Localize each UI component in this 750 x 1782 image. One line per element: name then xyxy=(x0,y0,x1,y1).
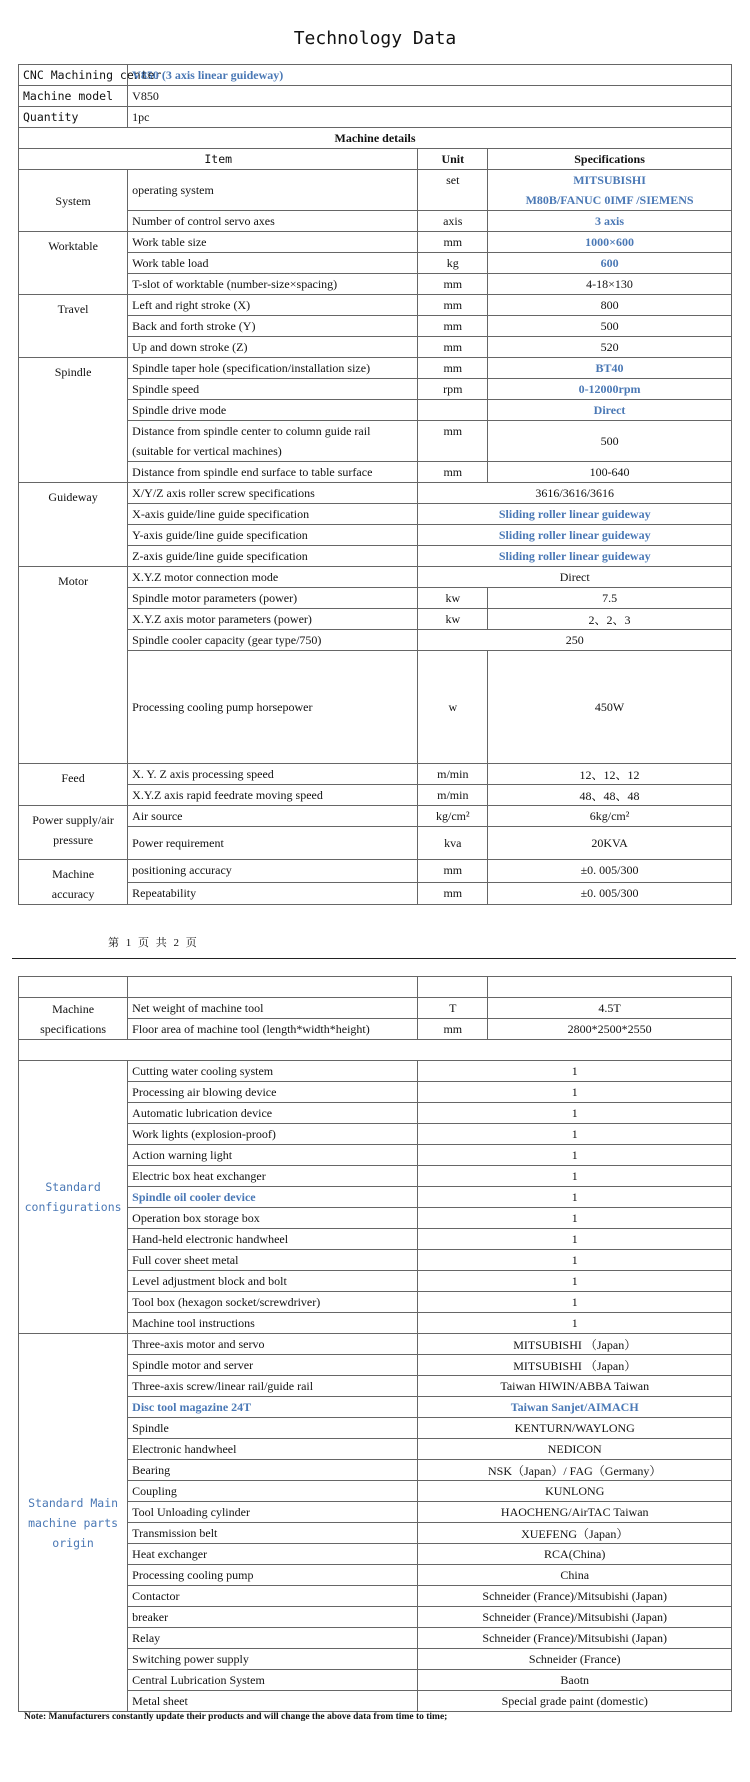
category-line: accuracy xyxy=(51,887,95,901)
spec-cell xyxy=(488,170,732,211)
category-label xyxy=(19,860,128,905)
table-row xyxy=(19,232,732,253)
blank-cell xyxy=(19,977,128,998)
table-row xyxy=(19,860,732,883)
item-cell: X. Y. Z axis processing speed xyxy=(128,764,418,785)
item-cell: Operation box storage box xyxy=(128,1208,418,1229)
origin-cell: China xyxy=(418,1565,732,1586)
origin-cell: Schneider (France)/Mitsubishi (Japan) xyxy=(418,1607,732,1628)
table-row xyxy=(19,358,732,379)
spec-cell: 520 xyxy=(488,337,732,358)
qty-cell: 1 xyxy=(418,1124,732,1145)
header-row xyxy=(19,65,732,86)
category-line: configurations xyxy=(24,1200,122,1214)
unit-cell: kw xyxy=(418,588,488,609)
blank-cell xyxy=(488,977,732,998)
blank-cell xyxy=(128,977,418,998)
item-cell: Power requirement xyxy=(128,827,418,860)
unit-cell: set xyxy=(418,170,488,211)
item-cell: Metal sheet xyxy=(128,1691,418,1712)
spec-cell: 4.5T xyxy=(488,998,732,1019)
unit-cell: mm xyxy=(418,462,488,483)
table-row xyxy=(19,806,732,827)
item-cell: Hand-held electronic handwheel xyxy=(128,1229,418,1250)
origin-cell: Schneider (France)/Mitsubishi (Japan) xyxy=(418,1586,732,1607)
origin-cell: Taiwan HIWIN/ABBA Taiwan xyxy=(418,1376,732,1397)
item-cell: Heat exchanger xyxy=(128,1544,418,1565)
spec-cell: BT40 xyxy=(488,358,732,379)
origin-cell: MITSUBISHI （Japan） xyxy=(418,1355,732,1376)
header-label: Machine model xyxy=(19,86,128,107)
item-cell: Electric box heat exchanger xyxy=(128,1166,418,1187)
header-row xyxy=(19,107,732,128)
item-cell: X/Y/Z axis roller screw specifications xyxy=(128,483,418,504)
category-line: Power supply/air xyxy=(32,813,114,827)
item-cell: Work table size xyxy=(128,232,418,253)
origin-cell: MITSUBISHI （Japan） xyxy=(418,1334,732,1355)
unit-cell: mm xyxy=(418,358,488,379)
spec-cell: 800 xyxy=(488,295,732,316)
spec-table-page2 xyxy=(18,976,732,1712)
unit-cell: mm xyxy=(418,421,488,462)
page-separator xyxy=(12,958,736,959)
header-value: V850 (3 axis linear guideway) xyxy=(128,65,732,86)
category-label xyxy=(19,1061,128,1334)
unit-cell: mm xyxy=(418,295,488,316)
unit-cell: mm xyxy=(418,860,488,883)
spec-cell: 20KVA xyxy=(488,827,732,860)
item-cell: Processing cooling pump xyxy=(128,1565,418,1586)
item-cell: Spindle motor parameters (power) xyxy=(128,588,418,609)
item-cell: Machine tool instructions xyxy=(128,1313,418,1334)
spec-cell: 48、48、48 xyxy=(488,785,732,806)
item-cell: Spindle motor and server xyxy=(128,1355,418,1376)
spec-cell: Direct xyxy=(488,400,732,421)
spec-cell: 6kg/cm² xyxy=(488,806,732,827)
unit-cell: m/min xyxy=(418,764,488,785)
origin-cell: Taiwan Sanjet/AIMACH xyxy=(418,1397,732,1418)
item-cell: Relay xyxy=(128,1628,418,1649)
spec-cell: 2、2、3 xyxy=(488,609,732,630)
item-cell: Spindle xyxy=(128,1418,418,1439)
origin-cell: NEDICON xyxy=(418,1439,732,1460)
blank-cell xyxy=(418,977,488,998)
item-cell: positioning accuracy xyxy=(128,860,418,883)
item-cell: T-slot of worktable (number-size×spacing) xyxy=(128,274,418,295)
origin-cell: Schneider (France)/Mitsubishi (Japan) xyxy=(418,1628,732,1649)
item-cell: Z-axis guide/line guide specification xyxy=(128,546,418,567)
category-line: Standard xyxy=(45,1180,101,1194)
qty-cell: 1 xyxy=(418,1145,732,1166)
unit-cell: rpm xyxy=(418,379,488,400)
origin-cell: KUNLONG xyxy=(418,1481,732,1502)
unit-cell: kg xyxy=(418,253,488,274)
item-cell: Bearing xyxy=(128,1460,418,1481)
blank-cell xyxy=(19,1040,732,1061)
item-cell: Distance from spindle end surface to table surface xyxy=(128,462,418,483)
spec-cell: 0-12000rpm xyxy=(488,379,732,400)
spec-cell: 250 xyxy=(418,630,732,651)
spec-cell: 450W xyxy=(488,651,732,764)
item-cell: breaker xyxy=(128,1607,418,1628)
header-value: 1pc xyxy=(128,107,732,128)
spec-cell: 1000×600 xyxy=(488,232,732,253)
qty-cell: 1 xyxy=(418,1292,732,1313)
item-cell: Electronic handwheel xyxy=(128,1439,418,1460)
unit-cell: mm xyxy=(418,232,488,253)
category-label: Spindle xyxy=(19,358,128,483)
category-line: Machine xyxy=(52,867,95,881)
qty-cell: 1 xyxy=(418,1271,732,1292)
item-cell: Tool box (hexagon socket/screwdriver) xyxy=(128,1292,418,1313)
table-row xyxy=(19,170,732,211)
spec-cell: 500 xyxy=(488,421,732,462)
category-line: pressure xyxy=(53,833,94,847)
column-header-spec: Specifications xyxy=(488,149,732,170)
spec-cell: Sliding roller linear guideway xyxy=(418,546,732,567)
spec-cell: Sliding roller linear guideway xyxy=(418,504,732,525)
unit-cell: mm xyxy=(418,882,488,905)
category-label: Feed xyxy=(19,764,128,806)
spec-line: M80B/FANUC 0IMF /SIEMENS xyxy=(525,193,694,207)
blank-row xyxy=(19,1040,732,1061)
item-cell: X.Y.Z axis motor parameters (power) xyxy=(128,609,418,630)
spec-cell: 7.5 xyxy=(488,588,732,609)
category-line: Machine xyxy=(52,1001,95,1016)
category-label xyxy=(19,998,128,1040)
table-row xyxy=(19,1061,732,1082)
category-line: Standard Main xyxy=(28,1495,119,1510)
qty-cell: 1 xyxy=(418,1187,732,1208)
item-cell: Spindle cooler capacity (gear type/750) xyxy=(128,630,418,651)
item-cell: Spindle oil cooler device xyxy=(128,1187,418,1208)
unit-cell: axis xyxy=(418,211,488,232)
spec-cell: 2800*2500*2550 xyxy=(488,1019,732,1040)
column-header-row xyxy=(19,149,732,170)
item-cell: X.Y.Z axis rapid feedrate moving speed xyxy=(128,785,418,806)
spec-cell: 4-18×130 xyxy=(488,274,732,295)
category-line: machine parts xyxy=(28,1515,119,1530)
item-cell: Spindle drive mode xyxy=(128,400,418,421)
unit-cell xyxy=(418,400,488,421)
item-cell: Floor area of machine tool (length*width*height) xyxy=(128,1019,418,1040)
blank-row xyxy=(19,977,732,998)
origin-cell: Baotn xyxy=(418,1670,732,1691)
item-cell: Back and forth stroke (Y) xyxy=(128,316,418,337)
item-cell: Up and down stroke (Z) xyxy=(128,337,418,358)
item-line: Distance from spindle center to column guide rail xyxy=(132,424,371,438)
section-title-row xyxy=(19,128,732,149)
table-row xyxy=(19,764,732,785)
item-cell: operating system xyxy=(128,170,418,211)
disclaimer-note: Note: Manufacturers constantly update their products and will change the above data from time to time; xyxy=(24,1712,448,1722)
category-label: System xyxy=(19,170,128,232)
spec-cell: Direct xyxy=(418,567,732,588)
item-cell: Tool Unloading cylinder xyxy=(128,1502,418,1523)
category-label: Worktable xyxy=(19,232,128,295)
unit-cell: mm xyxy=(418,337,488,358)
item-cell: Number of control servo axes xyxy=(128,211,418,232)
category-label: Motor xyxy=(19,567,128,764)
unit-cell: kg/cm² xyxy=(418,806,488,827)
qty-cell: 1 xyxy=(418,1103,732,1124)
item-cell: Cutting water cooling system xyxy=(128,1061,418,1082)
unit-cell: m/min xyxy=(418,785,488,806)
spec-cell: 600 xyxy=(488,253,732,274)
unit-cell: w xyxy=(418,651,488,764)
item-cell: Net weight of machine tool xyxy=(128,998,418,1019)
spec-cell: 12、12、12 xyxy=(488,764,732,785)
origin-cell: HAOCHENG/AirTAC Taiwan xyxy=(418,1502,732,1523)
unit-cell: kva xyxy=(418,827,488,860)
item-cell: Spindle speed xyxy=(128,379,418,400)
spec-line: MITSUBISHI xyxy=(573,173,646,187)
spec-cell: 100-640 xyxy=(488,462,732,483)
column-header-unit: Unit xyxy=(418,149,488,170)
item-cell: X-axis guide/line guide specification xyxy=(128,504,418,525)
item-cell: Full cover sheet metal xyxy=(128,1250,418,1271)
origin-cell: NSK（Japan）/ FAG（Germany） xyxy=(418,1460,732,1481)
header-row xyxy=(19,86,732,107)
category-label xyxy=(19,1334,128,1712)
spec-cell: 500 xyxy=(488,316,732,337)
origin-cell: Special grade paint (domestic) xyxy=(418,1691,732,1712)
item-cell: Work table load xyxy=(128,253,418,274)
unit-cell: mm xyxy=(418,316,488,337)
spec-cell: 3616/3616/3616 xyxy=(418,483,732,504)
column-header-item: Item xyxy=(19,149,418,170)
origin-cell: XUEFENG（Japan） xyxy=(418,1523,732,1544)
header-value: V850 xyxy=(128,86,732,107)
category-line: specifications xyxy=(40,1021,107,1036)
unit-cell: T xyxy=(418,998,488,1019)
spec-cell: ±0. 005/300 xyxy=(488,882,732,905)
origin-cell: Schneider (France) xyxy=(418,1649,732,1670)
item-cell: Automatic lubrication device xyxy=(128,1103,418,1124)
qty-cell: 1 xyxy=(418,1082,732,1103)
table-row xyxy=(19,998,732,1019)
header-label: CNC Machining center xyxy=(19,65,128,86)
qty-cell: 1 xyxy=(418,1250,732,1271)
unit-cell: kw xyxy=(418,609,488,630)
item-cell: Action warning light xyxy=(128,1145,418,1166)
item-cell: Three-axis motor and servo xyxy=(128,1334,418,1355)
table-row xyxy=(19,567,732,588)
page-footer: 第 1 页 共 2 页 xyxy=(108,937,199,949)
item-line: (suitable for vertical machines) xyxy=(132,444,282,458)
item-cell: Three-axis screw/linear rail/guide rail xyxy=(128,1376,418,1397)
item-cell: Work lights (explosion-proof) xyxy=(128,1124,418,1145)
item-cell: Left and right stroke (X) xyxy=(128,295,418,316)
page-title: Technology Data xyxy=(293,28,457,49)
item-cell xyxy=(128,421,418,462)
category-line: origin xyxy=(52,1535,94,1550)
item-cell: Coupling xyxy=(128,1481,418,1502)
section-title: Machine details xyxy=(19,128,732,149)
qty-cell: 1 xyxy=(418,1061,732,1082)
item-cell: Switching power supply xyxy=(128,1649,418,1670)
category-label: Travel xyxy=(19,295,128,358)
spec-cell: 3 axis xyxy=(488,211,732,232)
origin-cell: KENTURN/WAYLONG xyxy=(418,1418,732,1439)
item-cell: Disc tool magazine 24T xyxy=(128,1397,418,1418)
qty-cell: 1 xyxy=(418,1208,732,1229)
item-cell: X.Y.Z motor connection mode xyxy=(128,567,418,588)
qty-cell: 1 xyxy=(418,1313,732,1334)
item-cell: Spindle taper hole (specification/installation size) xyxy=(128,358,418,379)
item-cell: Processing cooling pump horsepower xyxy=(128,651,418,764)
qty-cell: 1 xyxy=(418,1229,732,1250)
table-row xyxy=(19,1334,732,1355)
unit-cell: mm xyxy=(418,274,488,295)
spec-table-page1 xyxy=(18,64,732,905)
unit-cell: mm xyxy=(418,1019,488,1040)
item-cell: Processing air blowing device xyxy=(128,1082,418,1103)
item-cell: Transmission belt xyxy=(128,1523,418,1544)
item-cell: Repeatability xyxy=(128,882,418,905)
category-label: Guideway xyxy=(19,483,128,567)
spec-cell: Sliding roller linear guideway xyxy=(418,525,732,546)
item-cell: Contactor xyxy=(128,1586,418,1607)
item-cell: Y-axis guide/line guide specification xyxy=(128,525,418,546)
origin-cell: RCA(China) xyxy=(418,1544,732,1565)
item-cell: Level adjustment block and bolt xyxy=(128,1271,418,1292)
category-label xyxy=(19,806,128,860)
item-cell: Central Lubrication System xyxy=(128,1670,418,1691)
table-row xyxy=(19,295,732,316)
header-label: Quantity xyxy=(19,107,128,128)
table-row xyxy=(19,483,732,504)
item-cell: Air source xyxy=(128,806,418,827)
qty-cell: 1 xyxy=(418,1166,732,1187)
spec-cell: ±0. 005/300 xyxy=(488,860,732,883)
